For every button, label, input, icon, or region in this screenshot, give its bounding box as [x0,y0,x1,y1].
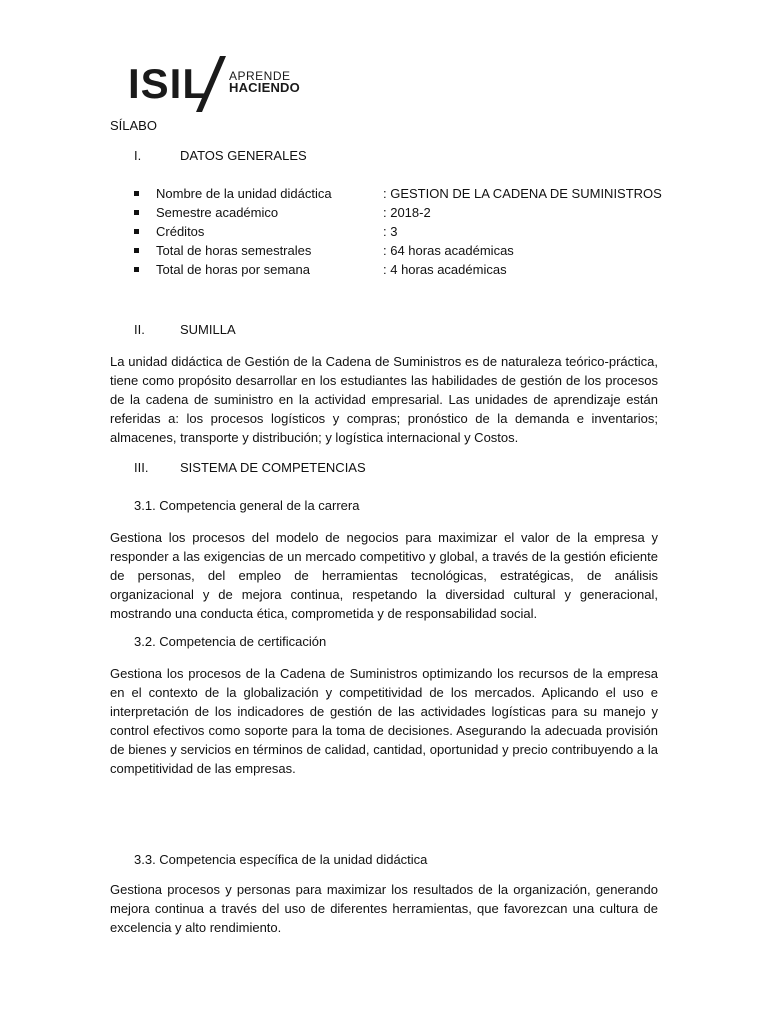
section1-number: I. [134,148,142,163]
item-value: : GESTION DE LA CADENA DE SUMINISTROS [383,186,662,201]
section2-heading: SUMILLA [180,322,236,337]
item-label: Total de horas por semana [156,262,310,277]
section2-number: II. [134,322,145,337]
document-title: SÍLABO [110,118,157,133]
bullet-icon [134,267,139,272]
subsection-3-1-heading: 3.1. Competencia general de la carrera [134,498,360,513]
list-item [134,203,664,222]
logo-brand: ISIL [128,60,210,107]
bullet-icon [134,191,139,196]
bullet-icon [134,229,139,234]
general-data-list [134,184,664,279]
item-label: Créditos [156,224,205,239]
subsection-3-3-heading: 3.3. Competencia específica de la unidad didáctica [134,852,428,867]
item-value: : 3 [383,224,398,239]
item-value: : 2018-2 [383,205,431,220]
section3-heading: SISTEMA DE COMPETENCIAS [180,460,366,475]
list-item [134,222,664,241]
subsection-3-3-paragraph: Gestiona procesos y personas para maximizar los resultados de la organización, generando mejora continua a través del uso de diferentes herramientas, que favorezcan una cultura de excelencia y alto rendimiento. [110,882,658,935]
subsection-3-2-paragraph: Gestiona los procesos de la Cadena de Suministros optimizando los recursos de la empresa en el contexto de la globalización y competitividad de los mercados. Aplicando el uso e interpretación de los indicadores de gestión de las actividades logísticas para su manejo y control efectivos como soporte para la toma de decisiones. Asegurando la adecuada provisión de bienes y servicios en términos de calidad, cantidad, oportunidad y precio contribuyendo a la competitividad de las empresas. [110,666,658,776]
subsection-3-2-heading: 3.2. Competencia de certificación [134,634,327,649]
list-item [134,260,664,279]
section3-number: III. [134,460,149,475]
list-item [134,184,664,203]
logo-tagline-top: APRENDE [229,69,291,83]
logo-tagline-bottom: HACIENDO [229,80,300,95]
bullet-icon [134,210,139,215]
bullet-icon [134,248,139,253]
item-value: : 4 horas académicas [383,262,507,277]
item-value: : 64 horas académicas [383,243,514,258]
isil-logo [128,56,308,112]
list-item [134,241,664,260]
item-label: Total de horas semestrales [156,243,312,258]
item-label: Semestre académico [156,205,279,220]
sumilla-paragraph: La unidad didáctica de Gestión de la Cadena de Suministros es de naturaleza teórico-práctica, tiene como propósito desarrollar en los estudiantes las habilidades de gestión de los procesos de la cadena de suministro en la actividad empresarial. Las unidades de aprendizaje están referidas a: los procesos logísticos y compras; pronóstico de la demanda e inventarios; almacenes, transporte y distribución; y logística internacional y Costos. [110,354,658,445]
item-label: Nombre de la unidad didáctica [156,186,332,201]
section1-heading: DATOS GENERALES [180,148,307,163]
logo-slash-icon [194,56,228,112]
subsection-3-1-paragraph: Gestiona los procesos del modelo de negocios para maximizar el valor de la empresa y responder a las exigencias de un mercado competitivo y global, a través de la gestión eficiente de personas, del empleo de herramientas tecnológicas, estratégicas, de análisis organizacional y de mejora continua, respetando la diversidad cultural y generacional, mostrando una conducta ética, comprometida y de responsabilidad social. [110,530,658,621]
